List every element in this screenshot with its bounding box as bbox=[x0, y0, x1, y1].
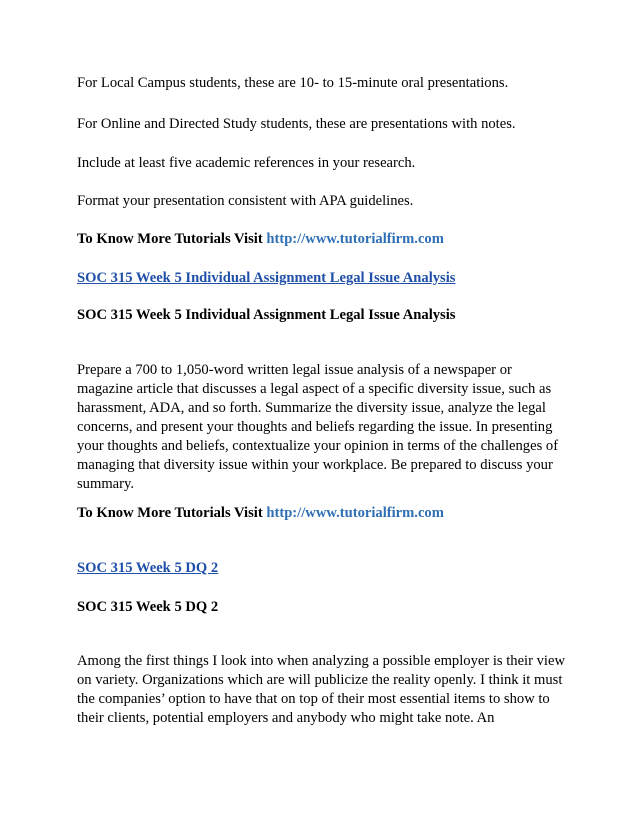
promo-line-2 bbox=[77, 504, 444, 522]
section1-heading: SOC 315 Week 5 Individual Assignment Legal Issue Analysis bbox=[77, 307, 456, 323]
section1-title-line bbox=[77, 269, 455, 287]
section2-title-line bbox=[77, 559, 218, 577]
format-line: Format your presentation consistent with APA guidelines. bbox=[77, 193, 414, 209]
tutorialfirm-link[interactable]: http://www.tutorialfirm.com bbox=[266, 505, 444, 521]
legal-issue-analysis-link[interactable]: SOC 315 Week 5 Individual Assignment Legal Issue Analysis bbox=[77, 270, 456, 286]
promo-prefix: To Know More Tutorials Visit bbox=[77, 231, 267, 247]
references-line: Include at least five academic references in your research. bbox=[77, 155, 416, 171]
promo-prefix: To Know More Tutorials Visit bbox=[77, 505, 267, 521]
section2-body: Among the first things I look into when analyzing a possible employer is their view on variety. Organizations which are will publicize the reality openly. I think it must the companies’ option to have that on top of their most essential items to show to their clients, potential employers and anybody who might take note. An bbox=[77, 653, 565, 726]
section2-heading: SOC 315 Week 5 DQ 2 bbox=[77, 599, 219, 615]
dq2-link[interactable]: SOC 315 Week 5 DQ 2 bbox=[77, 560, 219, 576]
tutorialfirm-link[interactable]: http://www.tutorialfirm.com bbox=[266, 231, 444, 247]
online-line: For Online and Directed Study students, these are presentations with notes. bbox=[77, 116, 516, 132]
section1-body: Prepare a 700 to 1,050-word written legal issue analysis of a newspaper or magazine article that discusses a legal aspect of a specific diversity issue, such as harassment, ADA, and so forth. Summarize the diversity issue, analyze the legal concerns, and present your thoughts and beliefs regarding the issue. In presenting your thoughts and beliefs, contextualize your opinion in terms of the challenges of managing that diversity issue within your workplace. Be prepared to discuss your summary. bbox=[77, 362, 559, 492]
promo-line-1 bbox=[77, 230, 444, 248]
local-campus-line: For Local Campus students, these are 10- to 15-minute oral presentations. bbox=[77, 75, 509, 91]
